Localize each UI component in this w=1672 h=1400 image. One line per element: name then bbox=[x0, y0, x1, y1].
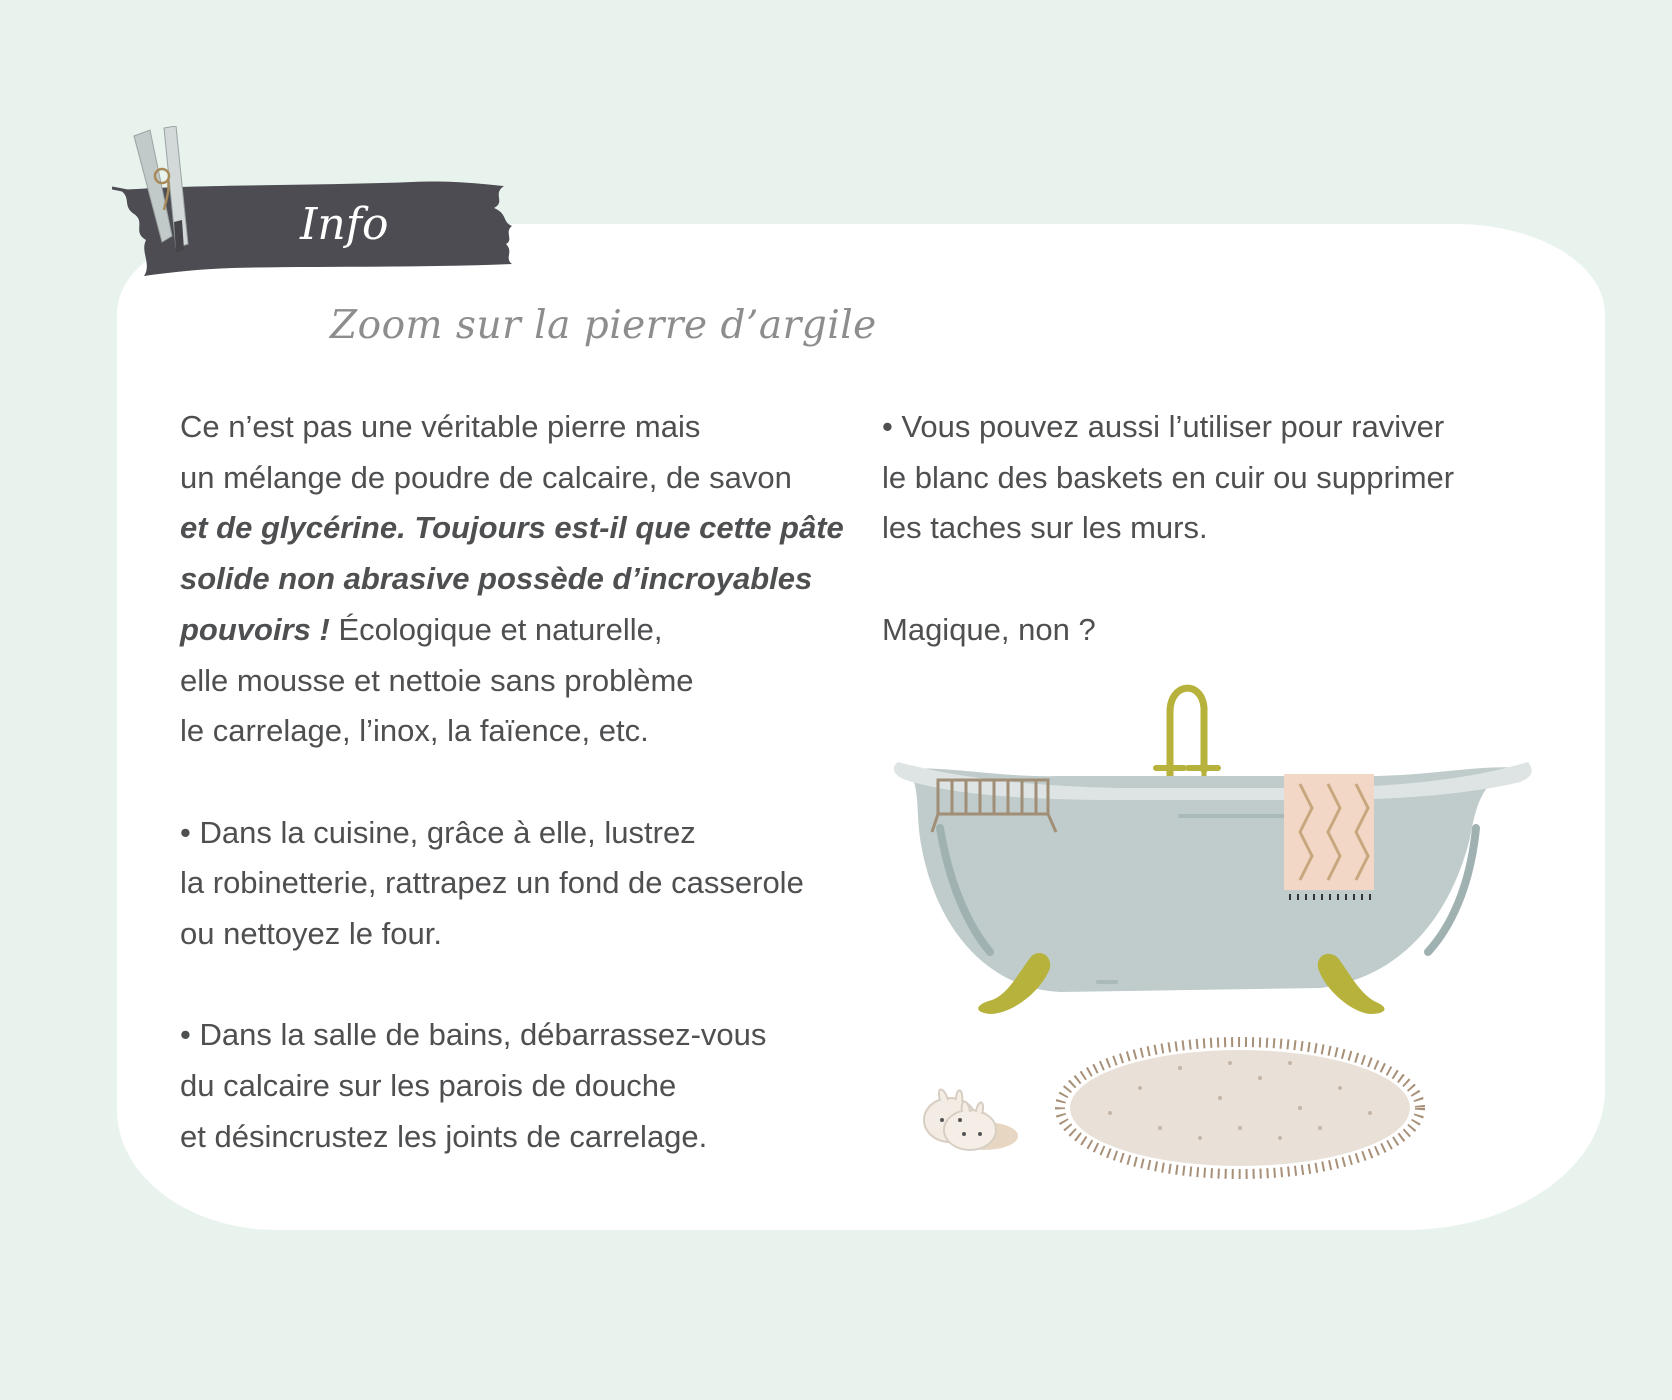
closing-line: Magique, non ? bbox=[882, 611, 1096, 647]
bullet-kitchen: • Dans la cuisine, grâce à elle, lustrez la robinetterie, rattrapez un fond de casserole ou nettoyez le four. bbox=[180, 814, 804, 952]
bullet-bathroom: • Dans la salle de bains, débarrassez-vous du calcaire sur les parois de douche et désincrustez les joints de carrelage. bbox=[180, 1017, 767, 1154]
right-column bbox=[882, 402, 1532, 656]
clothespin-icon bbox=[128, 126, 208, 266]
faucet-icon bbox=[1156, 688, 1218, 788]
info-label: Info bbox=[300, 199, 389, 250]
page-subtitle: Zoom sur la pierre d’argile bbox=[330, 303, 877, 348]
intro-paragraph: Ce n’est pas une véritable pierre mais un mélange de poudre de calcaire, de savon et de glycérine. Toujours est-il que cette pâte solide non abrasive possède d’incroyables pouvoirs ! Écologique et naturelle, elle mousse et nettoie sans problème le carrelage, l’inox, la faïence, etc. bbox=[180, 409, 844, 749]
bathtub-illustration bbox=[880, 668, 1540, 1208]
bullet-other-uses: • Vous pouvez aussi l’utiliser pour raviver le blanc des baskets en cuir ou supprimer les taches sur les murs. bbox=[882, 409, 1455, 546]
bunny-slippers-icon bbox=[924, 1090, 1018, 1151]
left-column bbox=[180, 402, 844, 1163]
bath-mat-icon bbox=[1060, 1042, 1420, 1174]
bathtub-icon bbox=[894, 762, 1532, 1014]
towel-icon bbox=[1284, 774, 1374, 900]
